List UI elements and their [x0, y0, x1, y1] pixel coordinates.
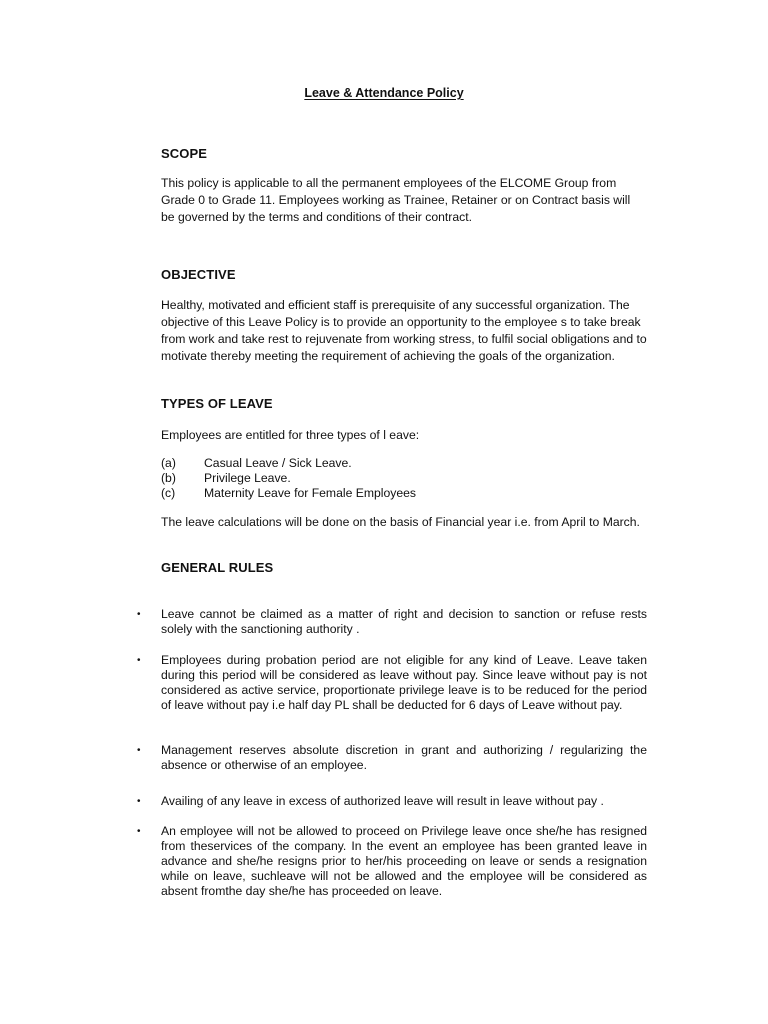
document-title: Leave & Attendance Policy: [304, 86, 464, 100]
rule-text: An employee will not be allowed to proceed on Privilege leave once she/he has resigned from theservices of the company. In the event an employee has been granted leave in advance and she/he resigns prior to her/his proceeding on leave or sends a resignation while on leave, suchleave will not be allowed and the employee will be considered as absent fromthe day she/he has proceeded on leave.: [161, 824, 647, 898]
objective-paragraph: Healthy, motivated and efficient staff is prerequisite of any successful organization. The objective of this Leave Policy is to provide an opportunity to the employee s to take break from work and take rest to rejuvenate from working stress, to fulfil social obligations and to motivate thereby meeting the requirement of achieving the goals of the organization.: [161, 298, 647, 363]
leave-type-marker: (b): [161, 471, 176, 485]
bullet-icon: •: [137, 745, 141, 756]
rule-text: Management reserves absolute discretion in grant and authorizing / regularizing the absence or otherwise of an employee.: [161, 743, 647, 772]
bullet-icon: •: [137, 609, 141, 620]
financial-year-note: The leave calculations will be done on the basis of Financial year i.e. from April to March.: [161, 515, 640, 529]
scope-paragraph: This policy is applicable to all the permanent employees of the ELCOME Group from Grade 0 to Grade 11. Employees working as Trainee, Retainer or on Contract basis will be governed by the terms and conditions of their contract.: [161, 176, 631, 224]
leave-type-marker: (a): [161, 456, 176, 470]
leave-type-item: [161, 471, 291, 486]
leave-type-label: Maternity Leave for Female Employees: [204, 486, 417, 500]
types-of-leave-intro: Employees are entitled for three types of l eave:: [161, 428, 420, 442]
rule-text: Employees during probation period are not eligible for any kind of Leave. Leave taken during this period will be considered as leave without pay. Since leave without pay is not considered as active service, proportionate privilege leave is to be reduced for the period of leave without pay i.e half day PL shall be deducted for 6 days of Leave without pay.: [161, 653, 647, 712]
leave-type-label: Privilege Leave.: [204, 471, 291, 485]
general-rules-heading: GENERAL RULES: [161, 560, 274, 575]
scope-heading: SCOPE: [161, 146, 208, 161]
bullet-icon: •: [137, 655, 141, 666]
objective-heading: OBJECTIVE: [161, 267, 236, 282]
bullet-icon: •: [137, 796, 141, 807]
leave-type-item: [161, 456, 352, 471]
leave-type-marker: (c): [161, 486, 176, 500]
rule-text: Availing of any leave in excess of authorized leave will result in leave without pay .: [161, 794, 604, 808]
rule-text: Leave cannot be claimed as a matter of right and decision to sanction or refuse rests solely with the sanctioning authority .: [161, 607, 647, 636]
bullet-icon: •: [137, 826, 141, 837]
leave-type-item: [161, 486, 416, 501]
leave-type-label: Casual Leave / Sick Leave.: [204, 456, 352, 470]
types-of-leave-heading: TYPES OF LEAVE: [161, 396, 273, 411]
